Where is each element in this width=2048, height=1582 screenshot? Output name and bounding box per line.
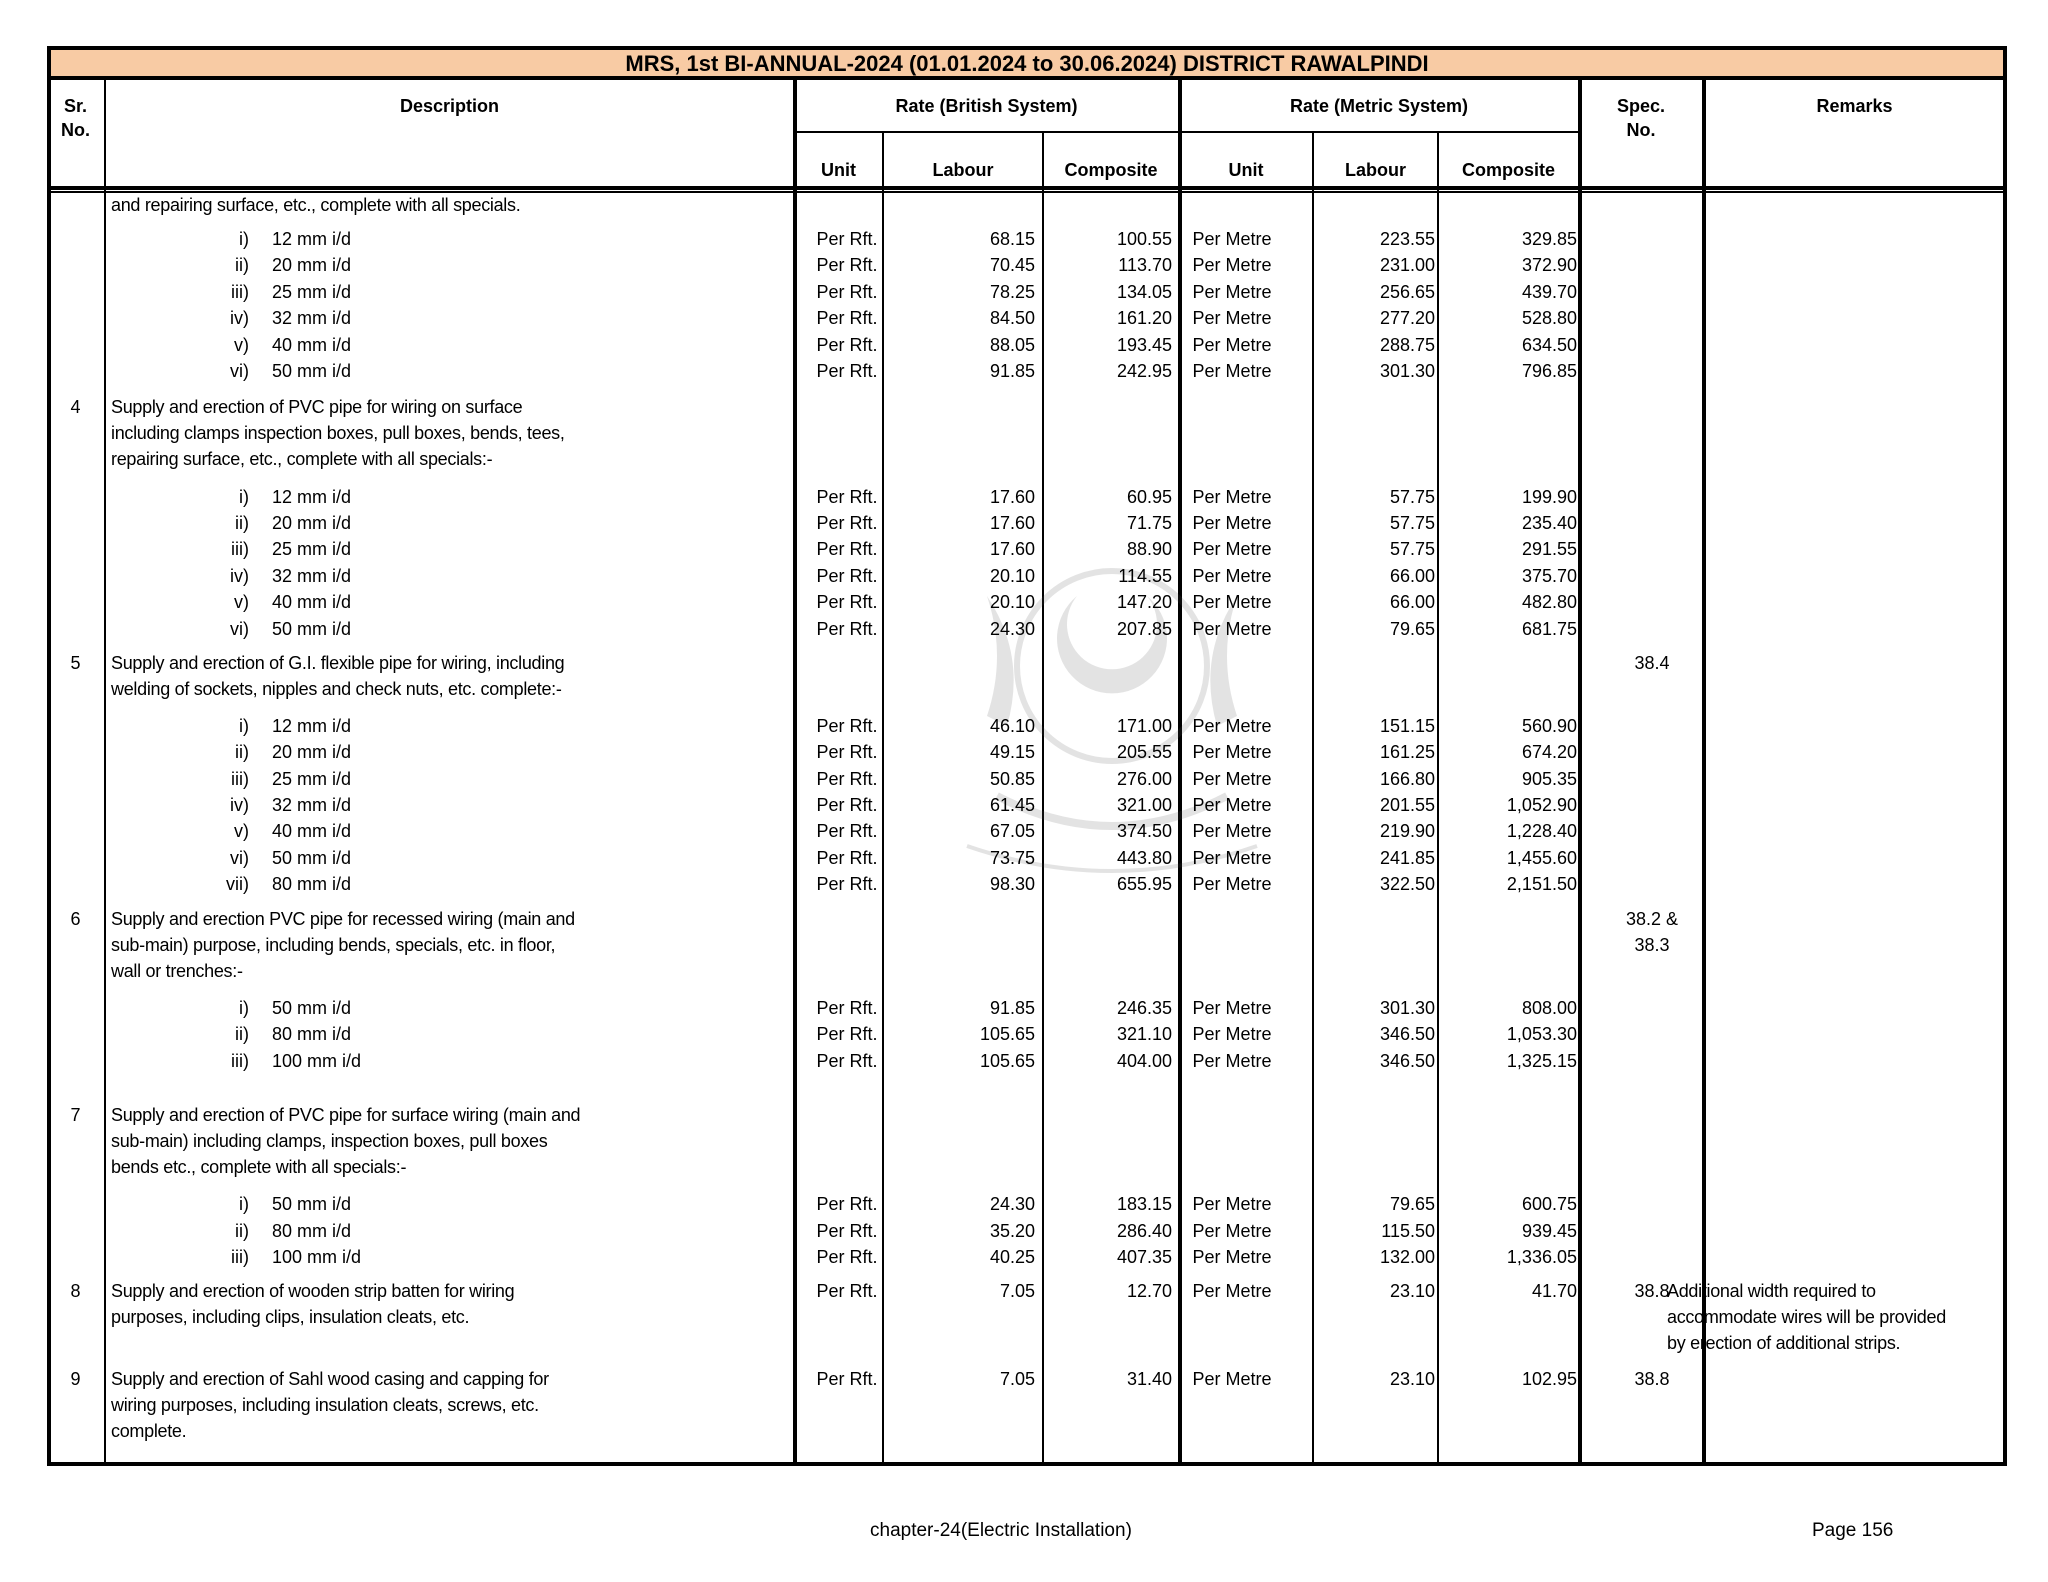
header-metric-composite: Composite <box>1461 160 1555 180</box>
metric-unit: Per Metre <box>1192 1281 1272 1302</box>
british-composite: 655.95 <box>1116 874 1172 895</box>
item-serial-number: 8 <box>70 1281 81 1302</box>
metric-composite: 939.45 <box>1521 1220 1577 1241</box>
sub-index: ii) <box>235 255 249 276</box>
british-unit: Per Rft. <box>816 1368 878 1389</box>
header-metric-labour: Labour <box>1345 160 1406 180</box>
metric-composite: 372.90 <box>1521 255 1577 276</box>
metric-labour: 277.20 <box>1379 308 1435 329</box>
metric-labour: 256.65 <box>1379 281 1435 302</box>
metric-labour: 346.50 <box>1379 1024 1435 1045</box>
metric-unit: Per Metre <box>1192 539 1272 560</box>
british-composite: 193.45 <box>1116 334 1172 355</box>
remarks-line: by erection of additional strips. <box>1667 1333 1901 1354</box>
metric-unit: Per Metre <box>1192 513 1272 533</box>
metric-composite: 808.00 <box>1521 997 1577 1018</box>
description-line: complete. <box>111 1420 187 1441</box>
spec-line: 38.8 <box>1634 1368 1670 1389</box>
sub-size: 40 mm i/d <box>272 334 352 355</box>
metric-composite: 1,455.60 <box>1506 847 1577 868</box>
british-labour: 46.10 <box>989 715 1035 736</box>
british-labour: 20.10 <box>989 565 1035 586</box>
metric-labour: 322.50 <box>1379 874 1435 895</box>
remarks-line: accommodate wires will be provided <box>1667 1307 1946 1328</box>
metric-unit: Per Metre <box>1192 255 1272 276</box>
sub-size: 20 mm i/d <box>272 513 352 533</box>
british-unit: Per Rft. <box>816 821 878 842</box>
sub-size: 20 mm i/d <box>272 255 352 276</box>
item-description <box>111 906 575 984</box>
british-labour: 91.85 <box>989 361 1035 381</box>
spec-line: 38.8 <box>1634 1281 1670 1302</box>
description-line: Supply and erection of PVC pipe for wiring on surface <box>111 397 523 418</box>
metric-composite: 674.20 <box>1521 742 1577 763</box>
spec-number <box>1592 906 1712 958</box>
col-divider-spec <box>1702 80 1706 1466</box>
metric-labour: 241.85 <box>1379 847 1435 868</box>
metric-composite: 1,053.30 <box>1506 1024 1577 1045</box>
sub-size: 100 mm i/d <box>272 1050 362 1071</box>
british-labour: 49.15 <box>989 742 1035 763</box>
british-composite: 443.80 <box>1116 847 1172 868</box>
item-description <box>111 394 565 472</box>
metric-composite: 291.55 <box>1521 539 1577 560</box>
sub-index: ii) <box>235 1024 249 1045</box>
description-line: sub-main) purpose, including bends, specials, etc. in floor, <box>111 934 556 955</box>
item-description <box>111 650 564 702</box>
metric-composite: 375.70 <box>1521 565 1577 586</box>
sub-index: i) <box>239 229 249 249</box>
british-unit: Per Rft. <box>816 539 878 560</box>
british-composite: 321.10 <box>1116 1024 1172 1045</box>
british-unit: Per Rft. <box>816 1220 878 1241</box>
metric-composite: 235.40 <box>1521 513 1577 533</box>
item-serial-number: 6 <box>70 908 81 929</box>
british-labour: 50.85 <box>989 768 1035 789</box>
sub-size: 32 mm i/d <box>272 308 352 329</box>
metric-composite: 796.85 <box>1521 361 1577 381</box>
british-composite: 100.55 <box>1116 229 1172 249</box>
british-labour: 84.50 <box>989 308 1035 329</box>
description-line: welding of sockets, nipples and check nuts, etc. complete:- <box>111 679 562 699</box>
sub-index: iv) <box>230 795 249 815</box>
header-british-labour: Labour <box>932 160 994 180</box>
british-unit: Per Rft. <box>816 255 878 276</box>
british-composite: 12.70 <box>1126 1281 1172 1302</box>
footer-chapter: chapter-24(Electric Installation) <box>870 1520 1132 1541</box>
british-unit: Per Rft. <box>816 308 878 329</box>
metric-composite: 329.85 <box>1521 229 1577 249</box>
metric-unit: Per Metre <box>1192 1194 1272 1215</box>
description-line: bends etc., complete with all specials:- <box>111 1157 407 1177</box>
description-line: sub-main) including clamps, inspection boxes, pull boxes <box>111 1131 548 1151</box>
sub-size: 32 mm i/d <box>272 795 352 815</box>
british-unit: Per Rft. <box>816 618 878 639</box>
sub-size: 12 mm i/d <box>272 229 352 249</box>
metric-composite: 482.80 <box>1521 592 1577 613</box>
metric-composite: 528.80 <box>1521 308 1577 329</box>
metric-labour: 57.75 <box>1389 539 1435 560</box>
sub-index: iii) <box>231 539 249 560</box>
british-unit: Per Rft. <box>816 795 878 815</box>
page-title: MRS, 1st BI-ANNUAL-2024 (01.01.2024 to 30.06.2024) DISTRICT RAWALPINDI <box>47 46 2007 80</box>
header-spec: Spec. No. <box>1616 96 1666 140</box>
british-labour: 98.30 <box>989 874 1035 895</box>
metric-composite: 1,325.15 <box>1506 1050 1577 1071</box>
british-labour: 70.45 <box>989 255 1035 276</box>
header-sr: Sr. No. <box>61 96 90 140</box>
british-composite: 374.50 <box>1116 821 1172 842</box>
sub-index: v) <box>234 821 249 842</box>
metric-unit: Per Metre <box>1192 1247 1272 1267</box>
british-composite: 242.95 <box>1116 361 1172 381</box>
british-unit: Per Rft. <box>816 229 878 249</box>
sub-index: i) <box>239 1194 249 1215</box>
british-unit: Per Rft. <box>816 565 878 586</box>
metric-labour: 231.00 <box>1379 255 1435 276</box>
british-composite: 183.15 <box>1116 1194 1172 1215</box>
metric-unit: Per Metre <box>1192 768 1272 789</box>
metric-composite: 905.35 <box>1521 768 1577 789</box>
sub-size: 12 mm i/d <box>272 486 352 507</box>
sub-size: 25 mm i/d <box>272 281 352 302</box>
british-composite: 246.35 <box>1116 997 1172 1018</box>
metric-unit: Per Metre <box>1192 618 1272 639</box>
sub-size: 40 mm i/d <box>272 592 352 613</box>
metric-labour: 201.55 <box>1379 795 1435 815</box>
british-unit: Per Rft. <box>816 361 878 381</box>
metric-composite: 634.50 <box>1521 334 1577 355</box>
metric-unit: Per Metre <box>1192 486 1272 507</box>
metric-unit: Per Metre <box>1192 821 1272 842</box>
header-remarks: Remarks <box>1816 96 1893 116</box>
description-line: Supply and erection of Sahl wood casing and capping for <box>111 1368 549 1389</box>
british-labour: 20.10 <box>989 592 1035 613</box>
british-labour: 40.25 <box>989 1247 1035 1267</box>
british-composite: 88.90 <box>1126 539 1172 560</box>
british-labour: 24.30 <box>989 1194 1035 1215</box>
british-unit: Per Rft. <box>816 1024 878 1045</box>
metric-composite: 1,336.05 <box>1506 1247 1577 1267</box>
sub-index: vii) <box>226 874 249 895</box>
metric-composite: 560.90 <box>1521 715 1577 736</box>
metric-unit: Per Metre <box>1192 1220 1272 1241</box>
british-unit: Per Rft. <box>816 486 878 507</box>
british-unit: Per Rft. <box>816 1050 878 1071</box>
sub-size: 12 mm i/d <box>272 715 352 736</box>
british-unit: Per Rft. <box>816 1247 878 1267</box>
metric-composite: 1,052.90 <box>1506 795 1577 815</box>
item-description <box>111 1102 580 1180</box>
metric-composite: 439.70 <box>1521 281 1577 302</box>
header-subdivider <box>795 131 1578 133</box>
metric-unit: Per Metre <box>1192 592 1272 613</box>
british-labour: 7.05 <box>999 1368 1035 1389</box>
british-labour: 17.60 <box>989 513 1035 533</box>
sub-size: 80 mm i/d <box>272 874 352 895</box>
metric-labour: 79.65 <box>1389 618 1435 639</box>
sub-index: vi) <box>230 361 249 381</box>
british-labour: 24.30 <box>989 618 1035 639</box>
metric-composite: 600.75 <box>1521 1194 1577 1215</box>
metric-labour: 151.15 <box>1379 715 1435 736</box>
sub-index: i) <box>239 715 249 736</box>
rate-schedule-page <box>47 46 2007 1466</box>
british-composite: 71.75 <box>1126 513 1172 533</box>
british-labour: 35.20 <box>989 1220 1035 1241</box>
british-unit: Per Rft. <box>816 768 878 789</box>
british-unit: Per Rft. <box>816 281 878 302</box>
metric-composite: 41.70 <box>1531 1281 1577 1302</box>
british-unit: Per Rft. <box>816 847 878 868</box>
metric-unit: Per Metre <box>1192 715 1272 736</box>
sub-index: ii) <box>235 513 249 533</box>
british-composite: 404.00 <box>1116 1050 1172 1071</box>
british-composite: 205.55 <box>1116 742 1172 763</box>
sub-size: 32 mm i/d <box>272 565 352 586</box>
british-unit: Per Rft. <box>816 334 878 355</box>
sub-index: iii) <box>231 281 249 302</box>
british-composite: 207.85 <box>1116 618 1172 639</box>
col-divider-metric <box>1578 80 1582 1466</box>
british-labour: 78.25 <box>989 281 1035 302</box>
sub-index: ii) <box>235 1220 249 1241</box>
british-labour: 61.45 <box>989 795 1035 815</box>
sub-index: v) <box>234 334 249 355</box>
item-serial-number: 4 <box>70 397 81 418</box>
british-unit: Per Rft. <box>816 513 878 533</box>
british-composite: 134.05 <box>1116 281 1172 302</box>
metric-unit: Per Metre <box>1192 281 1272 302</box>
sub-size: 40 mm i/d <box>272 821 352 842</box>
metric-labour: 23.10 <box>1389 1368 1435 1389</box>
spec-line: 38.4 <box>1634 653 1670 673</box>
sub-size: 25 mm i/d <box>272 539 352 560</box>
british-composite: 407.35 <box>1116 1247 1172 1267</box>
metric-labour: 115.50 <box>1381 1220 1435 1241</box>
british-labour: 73.75 <box>989 847 1035 868</box>
british-labour: 105.65 <box>979 1050 1035 1071</box>
metric-labour: 166.80 <box>1379 768 1435 789</box>
british-unit: Per Rft. <box>816 874 878 895</box>
footer-page-number: Page 156 <box>1812 1520 1894 1541</box>
metric-unit: Per Metre <box>1192 874 1272 895</box>
metric-labour: 219.90 <box>1379 821 1435 842</box>
british-labour: 105.65 <box>979 1024 1035 1045</box>
sub-index: iii) <box>231 768 249 789</box>
metric-unit: Per Metre <box>1192 361 1272 381</box>
sub-index: i) <box>239 997 249 1018</box>
sub-index: iii) <box>231 1050 249 1071</box>
british-composite: 113.70 <box>1118 255 1172 276</box>
british-composite: 171.00 <box>1116 715 1172 736</box>
spec-line: 38.2 & <box>1625 908 1679 929</box>
metric-labour: 288.75 <box>1379 334 1435 355</box>
british-composite: 321.00 <box>1116 795 1172 815</box>
sub-size: 50 mm i/d <box>272 847 352 868</box>
british-composite: 114.55 <box>1118 565 1172 586</box>
description-line: Supply and erection of G.I. flexible pipe for wiring, including <box>111 653 565 673</box>
british-composite: 147.20 <box>1116 592 1172 613</box>
sub-index: i) <box>239 486 249 507</box>
metric-labour: 66.00 <box>1389 592 1435 613</box>
british-labour: 67.05 <box>989 821 1035 842</box>
item-description <box>111 1366 549 1444</box>
continued-description: and repairing surface, etc., complete with all specials. <box>111 195 521 215</box>
sub-index: iv) <box>230 308 249 329</box>
metric-unit: Per Metre <box>1192 308 1272 329</box>
description-line: Supply and erection of wooden strip batten for wiring <box>111 1281 515 1302</box>
spec-number <box>1592 650 1712 676</box>
metric-unit: Per Metre <box>1192 229 1272 249</box>
british-unit: Per Rft. <box>816 1194 878 1215</box>
sub-index: v) <box>234 592 249 613</box>
item-serial-number: 5 <box>70 653 81 673</box>
british-labour: 7.05 <box>999 1281 1035 1302</box>
british-composite: 276.00 <box>1116 768 1172 789</box>
metric-labour: 346.50 <box>1379 1050 1435 1071</box>
description-line: purposes, including clips, insulation cleats, etc. <box>111 1307 470 1328</box>
metric-labour: 79.65 <box>1389 1194 1435 1215</box>
british-unit: Per Rft. <box>816 997 878 1018</box>
sub-index: vi) <box>230 847 249 868</box>
metric-unit: Per Metre <box>1192 742 1272 763</box>
sub-size: 25 mm i/d <box>272 768 352 789</box>
british-unit: Per Rft. <box>816 742 878 763</box>
description-line: repairing surface, etc., complete with all specials:- <box>111 449 493 470</box>
header-bottom-rule <box>47 186 2007 190</box>
sub-size: 50 mm i/d <box>272 1194 352 1215</box>
header-metric-unit: Unit <box>1228 160 1264 180</box>
description-line: wiring purposes, including insulation cleats, screws, etc. <box>111 1394 539 1415</box>
metric-unit: Per Metre <box>1192 997 1272 1018</box>
description-line: Supply and erection of PVC pipe for surface wiring (main and <box>111 1105 581 1125</box>
metric-composite: 102.95 <box>1521 1368 1577 1389</box>
header-british: Rate (British System) <box>895 96 1078 116</box>
metric-labour: 161.25 <box>1379 742 1435 763</box>
metric-labour: 57.75 <box>1389 513 1435 533</box>
sub-index: vi) <box>230 618 249 639</box>
item-description <box>111 1278 514 1330</box>
metric-labour: 301.30 <box>1379 361 1435 381</box>
sub-size: 50 mm i/d <box>272 997 352 1018</box>
metric-unit: Per Metre <box>1192 1050 1272 1071</box>
metric-unit: Per Metre <box>1192 565 1272 586</box>
british-composite: 161.20 <box>1116 308 1172 329</box>
british-unit: Per Rft. <box>816 715 878 736</box>
metric-labour: 223.55 <box>1379 229 1435 249</box>
sub-size: 50 mm i/d <box>272 618 352 639</box>
metric-unit: Per Metre <box>1192 334 1272 355</box>
header-metric: Rate (Metric System) <box>1289 96 1469 116</box>
british-composite: 286.40 <box>1116 1220 1172 1241</box>
british-composite: 31.40 <box>1126 1368 1172 1389</box>
sub-size: 20 mm i/d <box>272 742 352 763</box>
british-composite: 60.95 <box>1126 486 1172 507</box>
metric-unit: Per Metre <box>1192 1024 1272 1045</box>
metric-composite: 199.90 <box>1521 486 1577 507</box>
metric-labour: 301.30 <box>1379 997 1435 1018</box>
sub-index: iii) <box>231 1247 249 1267</box>
sub-size: 100 mm i/d <box>272 1247 362 1267</box>
british-labour: 68.15 <box>989 229 1035 249</box>
metric-unit: Per Metre <box>1192 847 1272 868</box>
remarks-text <box>1667 1278 1946 1356</box>
sub-index: ii) <box>235 742 249 763</box>
metric-labour: 23.10 <box>1389 1281 1435 1302</box>
metric-labour: 57.75 <box>1389 486 1435 507</box>
header-british-unit: Unit <box>821 160 856 180</box>
british-labour: 17.60 <box>989 539 1035 560</box>
metric-labour: 66.00 <box>1389 565 1435 586</box>
sub-size: 80 mm i/d <box>272 1024 352 1045</box>
metric-composite: 2,151.50 <box>1506 874 1577 895</box>
british-labour: 17.60 <box>989 486 1035 507</box>
metric-unit: Per Metre <box>1192 1368 1272 1389</box>
description-line: including clamps inspection boxes, pull boxes, bends, tees, <box>111 423 565 444</box>
spec-number <box>1592 1366 1712 1392</box>
item-serial-number: 9 <box>70 1368 81 1389</box>
header-description: Description <box>399 96 500 116</box>
metric-unit: Per Metre <box>1192 795 1272 815</box>
british-labour: 88.05 <box>989 334 1035 355</box>
description-line: wall or trenches:- <box>111 960 243 981</box>
item-serial-number: 7 <box>70 1105 81 1125</box>
description-line: Supply and erection PVC pipe for recessed wiring (main and <box>111 908 575 929</box>
british-labour: 91.85 <box>989 997 1035 1018</box>
metric-composite: 1,228.40 <box>1506 821 1577 842</box>
sub-size: 80 mm i/d <box>272 1220 352 1241</box>
col-divider-sr <box>104 80 106 1466</box>
header-british-composite: Composite <box>1064 160 1158 180</box>
spec-line: 38.3 <box>1634 934 1670 955</box>
sub-size: 50 mm i/d <box>272 361 352 381</box>
metric-labour: 132.00 <box>1379 1247 1435 1267</box>
sub-index: iv) <box>230 565 249 586</box>
remarks-line: Additional width required to <box>1667 1281 1876 1302</box>
metric-composite: 681.75 <box>1521 618 1577 639</box>
british-unit: Per Rft. <box>816 592 878 613</box>
british-unit: Per Rft. <box>816 1281 878 1302</box>
